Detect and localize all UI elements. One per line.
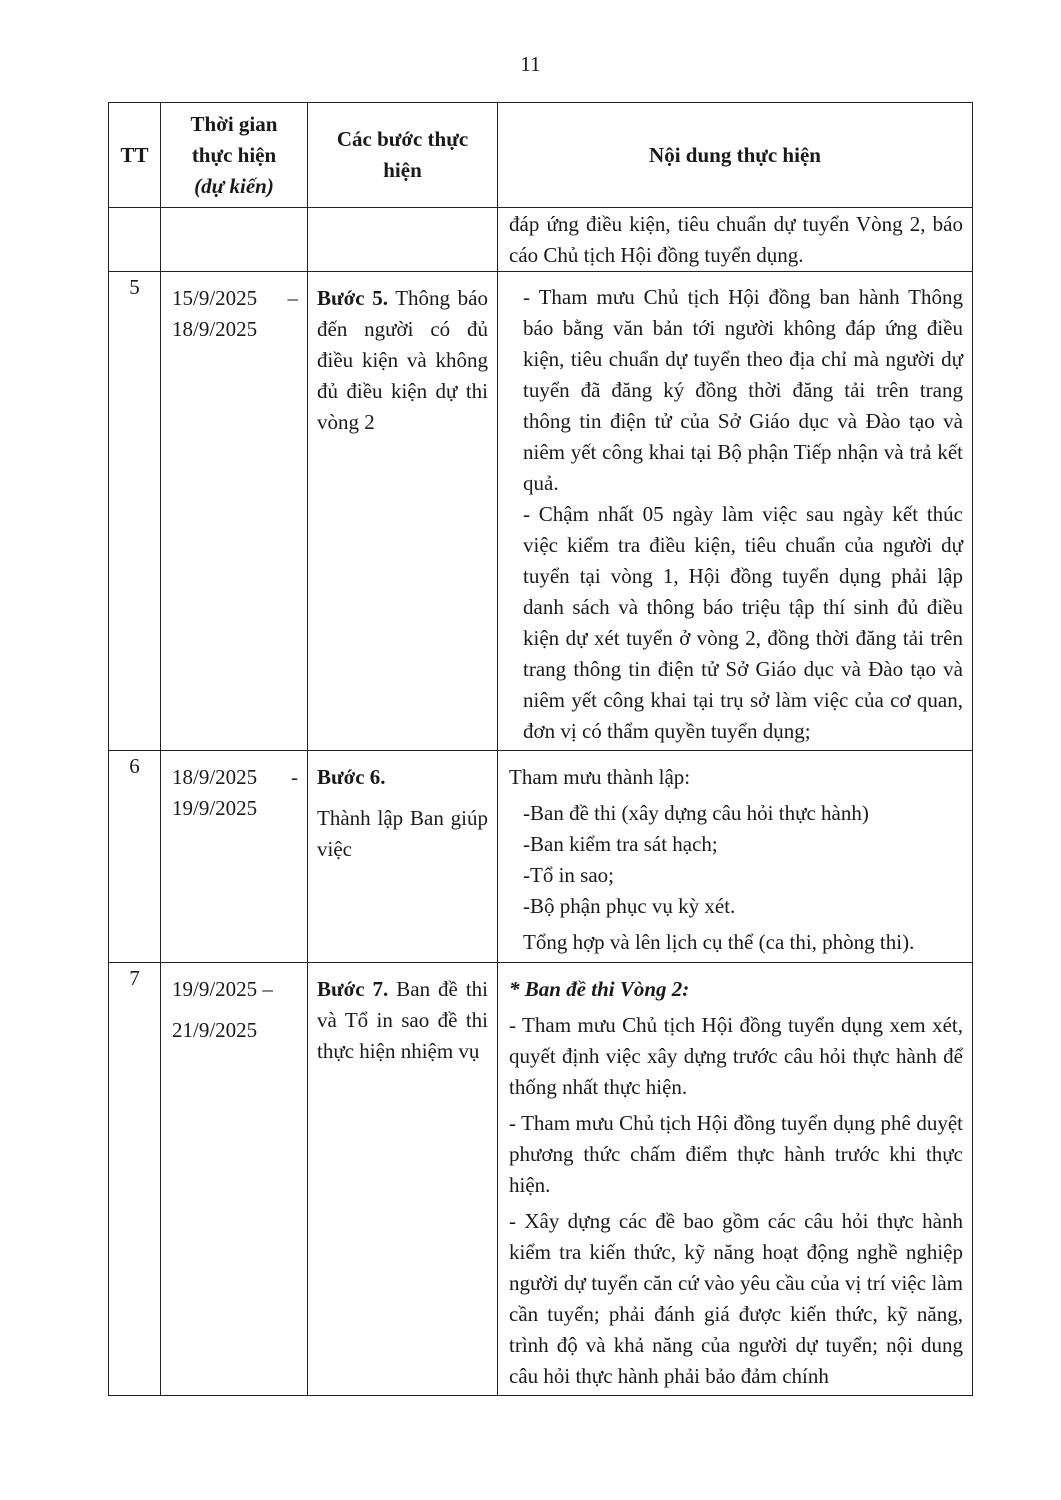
row6-item-3: -Tổ in sao; [523, 863, 614, 887]
page-number: 11 [520, 52, 541, 76]
row6-item-1: -Ban đề thi (xây dựng câu hỏi thực hành) [523, 801, 869, 825]
empty-cell [109, 208, 161, 272]
table-row [109, 751, 973, 963]
header-time [161, 103, 308, 208]
row6-date-sep: - [291, 765, 298, 789]
row7-content [498, 963, 973, 1396]
row6-tt: 6 [109, 751, 161, 963]
row5-step-label: Bước 5. [317, 286, 388, 310]
row5-step [308, 272, 498, 751]
table-row [109, 272, 973, 751]
row5-content [498, 272, 973, 751]
header-time-line3: (dự kiến) [194, 173, 274, 198]
header-step: Các bước thực hiện [308, 103, 498, 208]
row6-step-label: Bước 6. [317, 765, 386, 789]
row6-content [498, 751, 973, 963]
content-cell [498, 208, 973, 272]
row6-outro: Tổng hợp và lên lịch cụ thể (ca thi, phòng thi). [523, 930, 915, 954]
row6-step [308, 751, 498, 963]
row7-date-start: 19/9/2025 – [172, 977, 273, 1001]
row7-heading: * Ban đề thi Vòng 2: [509, 977, 690, 1001]
row6-date-end: 19/9/2025 [172, 796, 258, 820]
row5-time [161, 272, 308, 751]
row6-date-start: 18/9/2025 [172, 765, 258, 789]
header-tt: TT [109, 103, 161, 208]
empty-cell [161, 208, 308, 272]
row7-paragraph-1: - Tham mưu Chủ tịch Hội đồng tuyển dụng xem xét, quyết định việc xây dựng trước câu hỏi thực hành để thống nhất thực hiện. [509, 1013, 963, 1099]
row5-tt: 5 [109, 272, 161, 751]
row5-date-start: 15/9/2025 [172, 286, 258, 310]
row7-tt: 7 [109, 963, 161, 1396]
row7-step-text: Ban đề thi và Tổ in sao đề thi thực hiện nhiệm vụ [317, 977, 488, 1063]
table-row [109, 208, 973, 272]
table-row [109, 963, 973, 1396]
row6-intro: Tham mưu thành lập: [509, 765, 691, 789]
row7-time [161, 963, 308, 1396]
row7-paragraph-2: - Tham mưu Chủ tịch Hội đồng tuyển dụng phê duyệt phương thức chấm điểm thực hành trước khi thực hiện. [509, 1111, 963, 1197]
continuation-text: đáp ứng điều kiện, tiêu chuẩn dự tuyển Vòng 2, báo cáo Chủ tịch Hội đồng tuyển dụng. [509, 212, 963, 267]
recruitment-plan-table [108, 102, 973, 1396]
row6-time [161, 751, 308, 963]
row6-item-2: -Ban kiểm tra sát hạch; [523, 832, 718, 856]
row7-step [308, 963, 498, 1396]
row7-date-end: 21/9/2025 [172, 1018, 258, 1042]
empty-cell [308, 208, 498, 272]
row7-step-label: Bước 7. [317, 977, 389, 1001]
header-time-line1: Thời gian [190, 111, 278, 136]
header-content: Nội dung thực hiện [498, 103, 973, 208]
table-header-row [109, 103, 973, 208]
row6-step-text: Thành lập Ban giúp việc [317, 806, 488, 861]
row5-paragraph-2: - Chậm nhất 05 ngày làm việc sau ngày kết thúc việc kiểm tra điều kiện, tiêu chuẩn của người dự tuyển tại vòng 1, Hội đồng tuyển dụng phải lập danh sách và thông báo triệu tập thí sinh đủ điều kiện dự xét tuyển ở vòng 2, đồng thời đăng tải trên trang thông tin điện tử Sở Giáo dục và Đào tạo và niêm yết công khai tại trụ sở làm việc của cơ quan, đơn vị có thẩm quyền tuyển dụng; [523, 502, 963, 743]
row5-step-text: Thông báo đến người có đủ điều kiện và không đủ điều kiện dự thi vòng 2 [317, 286, 489, 434]
row5-paragraph-1: - Tham mưu Chủ tịch Hội đồng ban hành Thông báo bằng văn bản tới người không đáp ứng điều kiện, tiêu chuẩn dự tuyển theo địa chỉ mà người dự tuyển đã đăng ký đồng thời đăng tải trên trang thông tin điện tử của Sở Giáo dục và Đào tạo và niêm yết công khai tại Bộ phận Tiếp nhận và trả kết quả. [523, 285, 963, 495]
row6-item-4: -Bộ phận phục vụ kỳ xét. [523, 894, 736, 918]
row7-paragraph-3: - Xây dựng các đề bao gồm các câu hỏi thực hành kiểm tra kiến thức, kỹ năng hoạt động nghề nghiệp người dự tuyển căn cứ vào yêu cầu của vị trí việc làm cần tuyển; phải đánh giá được kiến thức, kỹ năng, trình độ và khả năng của người dự tuyển; nội dung câu hỏi thực hành phải bảo đảm chính [509, 1209, 963, 1388]
row5-date-sep: – [287, 286, 298, 310]
header-time-line2: thực hiện [191, 142, 277, 167]
row5-date-end: 18/9/2025 [172, 317, 258, 341]
